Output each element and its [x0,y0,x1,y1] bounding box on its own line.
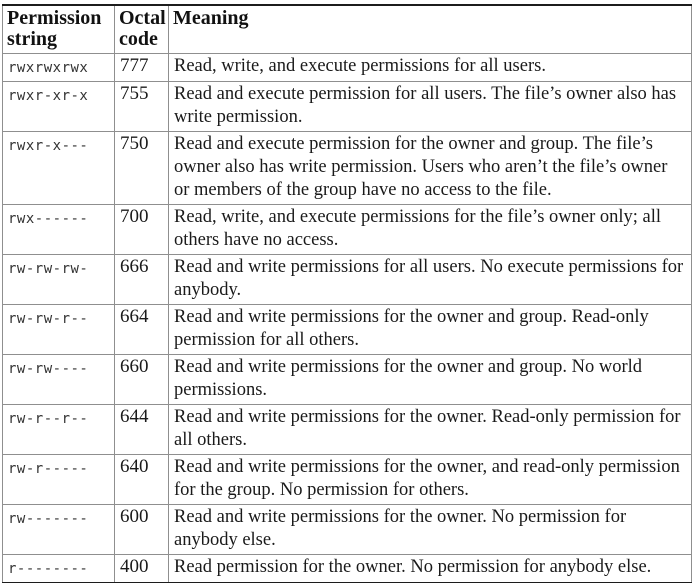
octal-cell: 640 [115,455,169,505]
octal-cell: 666 [115,255,169,305]
permission-cell: rwxr-x--- [3,132,115,205]
permission-cell: r-------- [3,555,115,583]
meaning-cell: Read and write permissions for the owner and group. Read-only permission for all others. [169,305,692,355]
header-row [3,5,692,54]
table-row [3,205,692,255]
permission-cell: rw-rw---- [3,355,115,405]
octal-cell: 600 [115,505,169,555]
meaning-cell: Read, write, and execute permissions for all users. [169,54,692,82]
table-row [3,555,692,583]
meaning-cell: Read and execute permission for all users. The file’s owner also has write permission. [169,82,692,132]
table-row [3,54,692,82]
meaning-cell: Read and write permissions for the owner. Read-only permission for all others. [169,405,692,455]
header-meaning: Meaning [169,5,692,54]
table-row [3,455,692,505]
table-row [3,505,692,555]
permission-cell: rwxr-xr-x [3,82,115,132]
octal-cell: 700 [115,205,169,255]
table-row [3,405,692,455]
meaning-cell: Read and write permissions for all users. No execute permissions for anybody. [169,255,692,305]
table-header [3,5,692,54]
permission-cell: rw-rw-rw- [3,255,115,305]
meaning-cell: Read permission for the owner. No permission for anybody else. [169,555,692,583]
permission-cell: rw-r--r-- [3,405,115,455]
octal-cell: 777 [115,54,169,82]
octal-cell: 755 [115,82,169,132]
meaning-cell: Read and write permissions for the owner, and read-only permission for the group. No permission for others. [169,455,692,505]
table-row [3,132,692,205]
table-row [3,305,692,355]
permission-cell: rw-rw-r-- [3,305,115,355]
header-octal-code: Octal code [115,5,169,54]
permission-cell: rwxrwxrwx [3,54,115,82]
table-row [3,82,692,132]
octal-cell: 750 [115,132,169,205]
permissions-table [2,4,692,583]
meaning-cell: Read and write permissions for the owner. No permission for anybody else. [169,505,692,555]
octal-cell: 400 [115,555,169,583]
table-row [3,255,692,305]
octal-cell: 644 [115,405,169,455]
permission-cell: rwx------ [3,205,115,255]
meaning-cell: Read, write, and execute permissions for the file’s owner only; all others have no access. [169,205,692,255]
octal-cell: 660 [115,355,169,405]
meaning-cell: Read and write permissions for the owner and group. No world permissions. [169,355,692,405]
table-row [3,355,692,405]
octal-cell: 664 [115,305,169,355]
permission-cell: rw-r----- [3,455,115,505]
header-permission-string: Permission string [3,5,115,54]
permission-cell: rw------- [3,505,115,555]
meaning-cell: Read and execute permission for the owner and group. The file’s owner also has write permission. Users who aren’t the file’s owner or members of the group have no access to the file. [169,132,692,205]
table-body [3,54,692,583]
